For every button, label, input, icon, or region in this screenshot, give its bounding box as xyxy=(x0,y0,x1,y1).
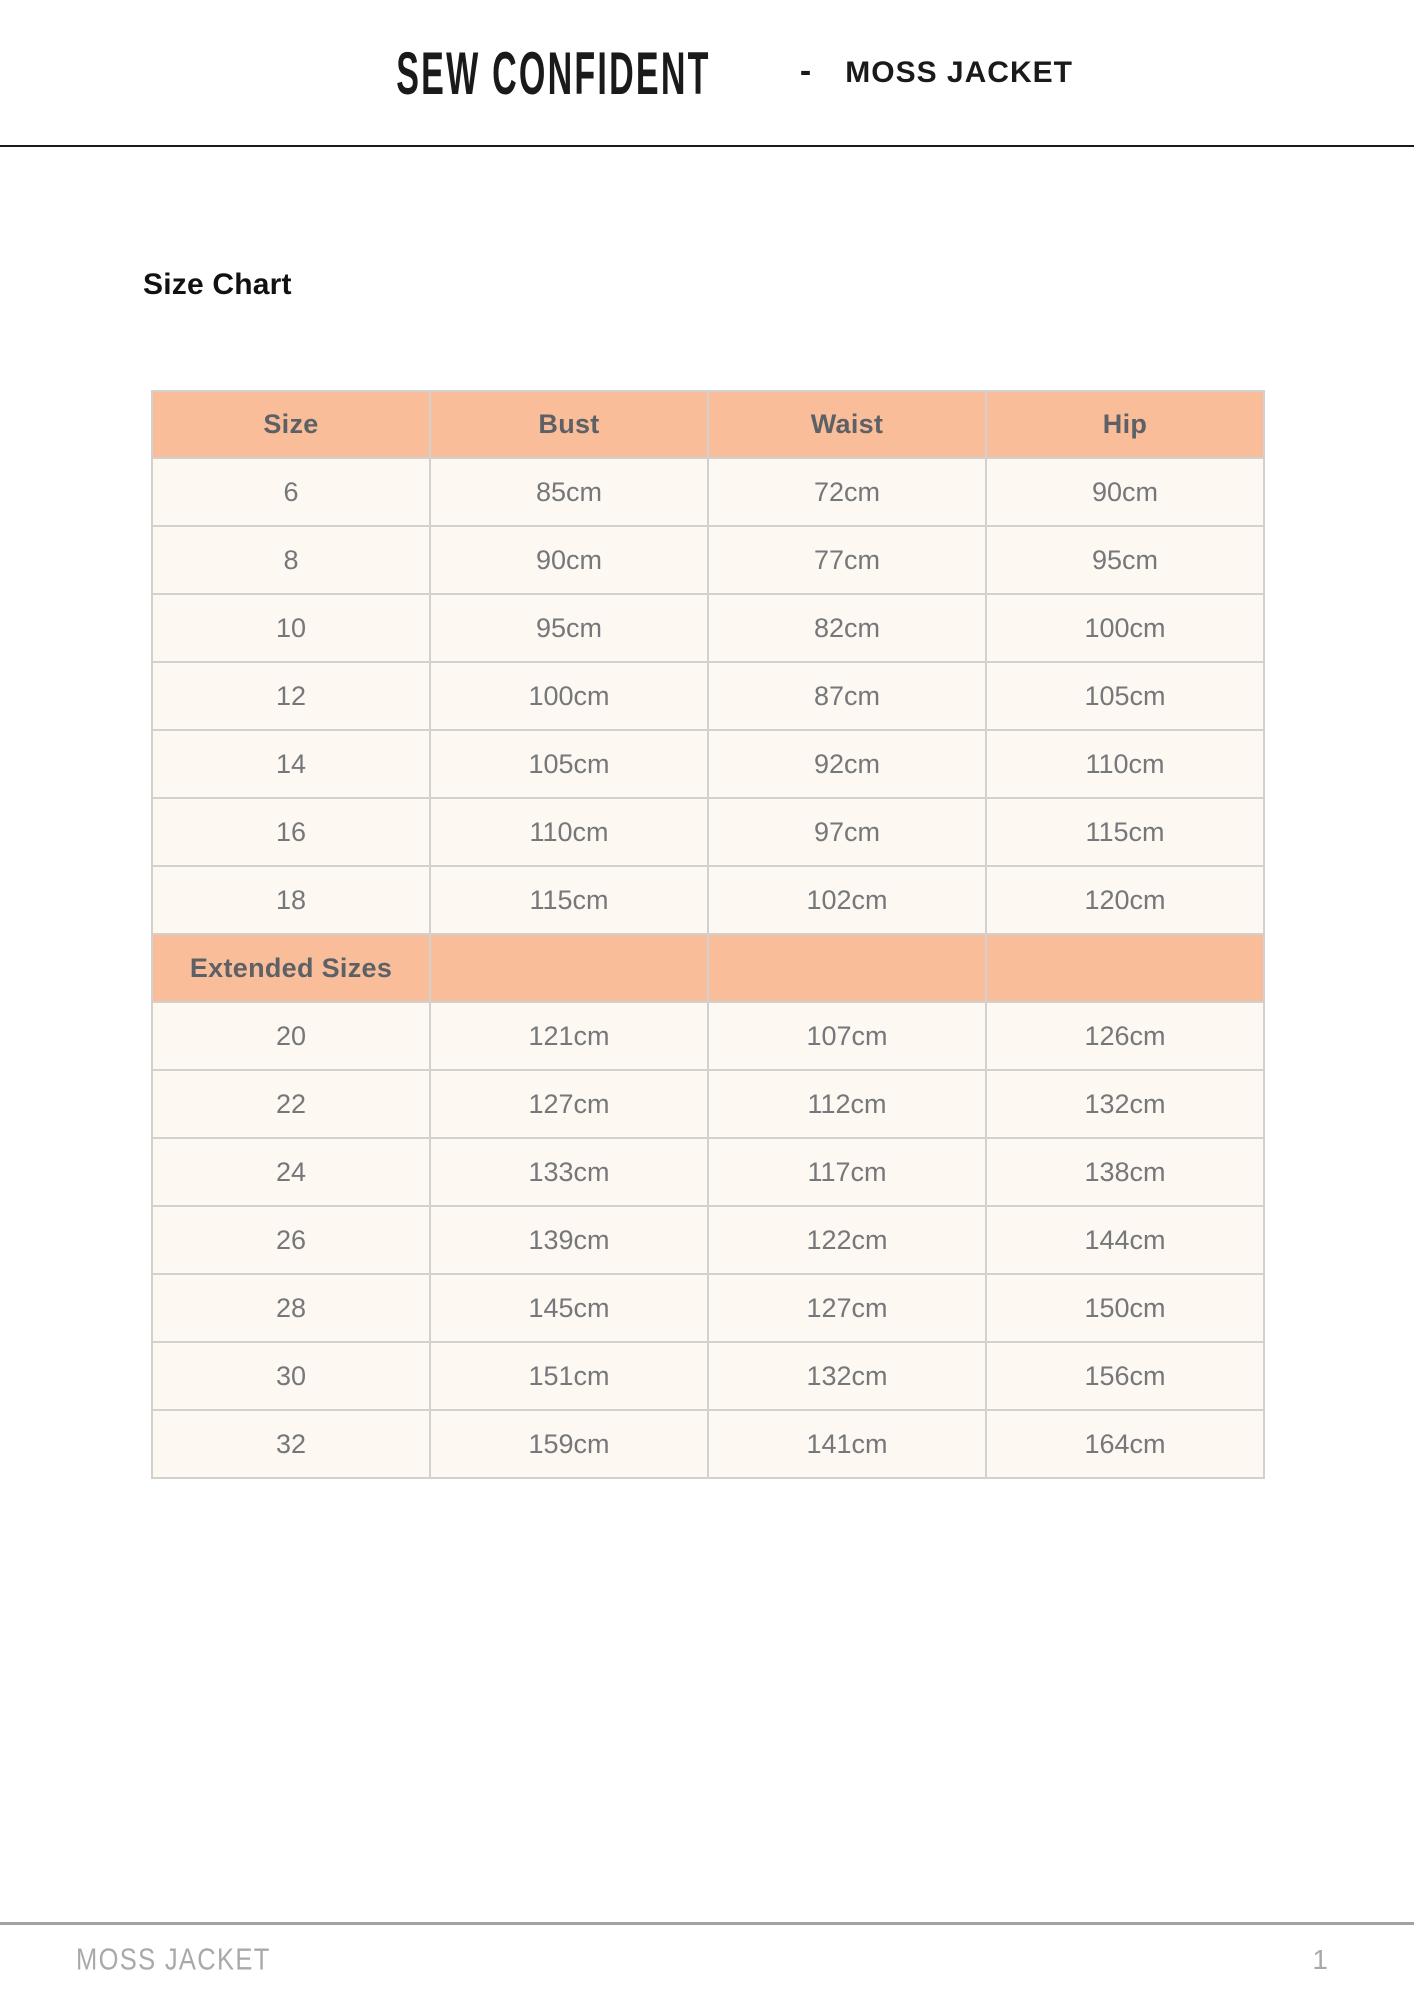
table-row xyxy=(152,526,1264,594)
cell-bust: 85cm xyxy=(430,458,708,526)
header-separator: - xyxy=(799,51,812,90)
size-table-body xyxy=(152,458,1264,1478)
table-row xyxy=(152,1274,1264,1342)
table-row xyxy=(152,1342,1264,1410)
cell-waist: 132cm xyxy=(708,1342,986,1410)
cell-size: 30 xyxy=(152,1342,430,1410)
cell-bust: 95cm xyxy=(430,594,708,662)
cell-hip: 144cm xyxy=(986,1206,1264,1274)
cell-waist: 72cm xyxy=(708,458,986,526)
cell-bust: 105cm xyxy=(430,730,708,798)
cell-size: 16 xyxy=(152,798,430,866)
cell-hip: 156cm xyxy=(986,1342,1264,1410)
table-row xyxy=(152,662,1264,730)
cell-waist: 92cm xyxy=(708,730,986,798)
cell-waist xyxy=(708,934,986,1002)
cell-waist: 107cm xyxy=(708,1002,986,1070)
cell-bust: 90cm xyxy=(430,526,708,594)
footer-divider-line xyxy=(0,1922,1414,1925)
table-row xyxy=(152,1002,1264,1070)
column-header-waist: Waist xyxy=(708,391,986,458)
cell-bust: 100cm xyxy=(430,662,708,730)
cell-hip: 95cm xyxy=(986,526,1264,594)
table-row xyxy=(152,1070,1264,1138)
cell-size: 26 xyxy=(152,1206,430,1274)
cell-size: 10 xyxy=(152,594,430,662)
table-row xyxy=(152,798,1264,866)
cell-size: 24 xyxy=(152,1138,430,1206)
brand-logo: SEW CONFIDENT xyxy=(396,38,711,108)
pattern-name: MOSS JACKET xyxy=(845,56,1073,89)
cell-waist: 97cm xyxy=(708,798,986,866)
cell-waist: 127cm xyxy=(708,1274,986,1342)
column-header-hip: Hip xyxy=(986,391,1264,458)
cell-bust: 139cm xyxy=(430,1206,708,1274)
header-divider-line xyxy=(0,145,1414,147)
cell-bust xyxy=(430,934,708,1002)
cell-size: 8 xyxy=(152,526,430,594)
page-header xyxy=(0,0,1414,146)
cell-size: 20 xyxy=(152,1002,430,1070)
cell-hip: 115cm xyxy=(986,798,1264,866)
cell-hip: 110cm xyxy=(986,730,1264,798)
cell-hip: 120cm xyxy=(986,866,1264,934)
cell-bust: 115cm xyxy=(430,866,708,934)
table-row xyxy=(152,1410,1264,1478)
cell-waist: 112cm xyxy=(708,1070,986,1138)
size-chart-heading: Size Chart xyxy=(143,268,292,301)
cell-size: 14 xyxy=(152,730,430,798)
cell-hip: 90cm xyxy=(986,458,1264,526)
cell-waist: 117cm xyxy=(708,1138,986,1206)
cell-bust: 133cm xyxy=(430,1138,708,1206)
table-row xyxy=(152,1206,1264,1274)
table-header-row xyxy=(152,391,1264,458)
cell-size: 12 xyxy=(152,662,430,730)
cell-hip xyxy=(986,934,1264,1002)
table-row xyxy=(152,730,1264,798)
cell-hip: 126cm xyxy=(986,1002,1264,1070)
footer-pattern-name: MOSS JACKET xyxy=(76,1943,271,1977)
cell-size: 28 xyxy=(152,1274,430,1342)
cell-bust: 145cm xyxy=(430,1274,708,1342)
cell-hip: 150cm xyxy=(986,1274,1264,1342)
cell-bust: 121cm xyxy=(430,1002,708,1070)
table-row xyxy=(152,594,1264,662)
cell-size: 22 xyxy=(152,1070,430,1138)
cell-size: 6 xyxy=(152,458,430,526)
size-chart-table xyxy=(151,390,1265,1479)
cell-hip: 164cm xyxy=(986,1410,1264,1478)
cell-hip: 100cm xyxy=(986,594,1264,662)
cell-hip: 138cm xyxy=(986,1138,1264,1206)
cell-waist: 77cm xyxy=(708,526,986,594)
size-table-head xyxy=(152,391,1264,458)
table-row xyxy=(152,866,1264,934)
cell-bust: 110cm xyxy=(430,798,708,866)
footer-page-number: 1 xyxy=(1312,1944,1328,1975)
table-row xyxy=(152,458,1264,526)
extended-sizes-row xyxy=(152,934,1264,1002)
cell-waist: 141cm xyxy=(708,1410,986,1478)
table-row xyxy=(152,1138,1264,1206)
column-header-size: Size xyxy=(152,391,430,458)
cell-waist: 87cm xyxy=(708,662,986,730)
cell-bust: 151cm xyxy=(430,1342,708,1410)
cell-waist: 102cm xyxy=(708,866,986,934)
cell-bust: 159cm xyxy=(430,1410,708,1478)
cell-hip: 105cm xyxy=(986,662,1264,730)
cell-waist: 82cm xyxy=(708,594,986,662)
cell-hip: 132cm xyxy=(986,1070,1264,1138)
column-header-bust: Bust xyxy=(430,391,708,458)
extended-sizes-label: Extended Sizes xyxy=(152,934,430,1002)
cell-size: 18 xyxy=(152,866,430,934)
cell-size: 32 xyxy=(152,1410,430,1478)
cell-bust: 127cm xyxy=(430,1070,708,1138)
cell-waist: 122cm xyxy=(708,1206,986,1274)
